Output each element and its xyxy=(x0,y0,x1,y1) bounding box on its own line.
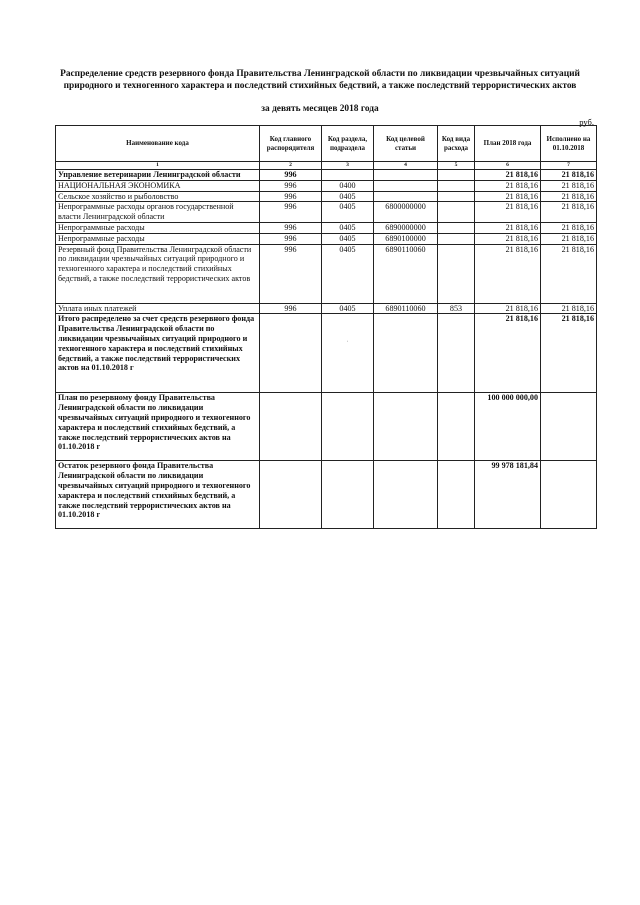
row-target xyxy=(374,191,438,202)
remainder-amount: 99 978 181,84 xyxy=(475,461,541,529)
row-target xyxy=(374,180,438,191)
row-done: 21 818,16 xyxy=(541,191,597,202)
column-number: 7 xyxy=(541,162,597,170)
row-done: 21 818,16 xyxy=(541,222,597,233)
header-plan: План 2018 года xyxy=(475,126,541,162)
row-name: НАЦИОНАЛЬНАЯ ЭКОНОМИКА xyxy=(56,180,260,191)
row-target: 6890110060 xyxy=(374,244,438,303)
row-kvr xyxy=(438,170,475,181)
total-row: Итого распределено за счет средств резервного фонда Правительства Ленинградской области по ликвидации чрезвычайных ситуаций природного и техногенного характера и последствий стихийных бедствий, а также последствий террористических актов на 01.10.2018 г · 21 818,16 21 818,16 xyxy=(56,314,597,393)
plan-row xyxy=(56,393,597,461)
row-plan: 21 818,16 xyxy=(475,233,541,244)
row-name: Непрограммные расходы xyxy=(56,233,260,244)
header-target: Код целевой статьи xyxy=(374,126,438,162)
row-grbs: 996 xyxy=(260,233,322,244)
row-grbs: 996 xyxy=(260,170,322,181)
remainder-label: Остаток резервного фонда Правительства Ленинградской области по ликвидации чрезвычайных ситуаций природного и техногенного характера и последствий стихийных бедствий, а также последствий террористических актов на 01.10.2018 г xyxy=(56,461,260,529)
fund-distribution-table xyxy=(55,125,597,529)
column-number: 2 xyxy=(260,162,322,170)
row-kvr xyxy=(438,202,475,223)
row-grbs: 996 xyxy=(260,303,322,314)
row-plan: 21 818,16 xyxy=(475,170,541,181)
row-kvr xyxy=(438,233,475,244)
table-row xyxy=(56,170,597,181)
row-section: 0405 xyxy=(322,222,374,233)
row-section: 0405 xyxy=(322,244,374,303)
column-number: 1 xyxy=(56,162,260,170)
plan-label: План по резервному фонду Правительства Ленинградской области по ликвидации чрезвычайных ситуаций природного и техногенного характера и последствий стихийных бедствий, а также последствий террористических актов на 01.10.2018 г xyxy=(56,393,260,461)
row-kvr xyxy=(438,244,475,303)
row-done: 21 818,16 xyxy=(541,244,597,303)
row-done: 21 818,16 xyxy=(541,233,597,244)
total-done: 21 818,16 xyxy=(541,314,597,393)
row-kvr xyxy=(438,222,475,233)
row-target xyxy=(374,170,438,181)
row-plan: 21 818,16 xyxy=(475,191,541,202)
row-name: Непрограммные расходы xyxy=(56,222,260,233)
header-name: Наименование кода xyxy=(56,126,260,162)
row-name: Сельское хозяйство и рыболовство xyxy=(56,191,260,202)
row-plan: 21 818,16 xyxy=(475,180,541,191)
remainder-row xyxy=(56,461,597,529)
table-header-row xyxy=(56,126,597,162)
table-row xyxy=(56,180,597,191)
row-grbs: 996 xyxy=(260,191,322,202)
row-grbs: 996 xyxy=(260,202,322,223)
row-done: 21 818,16 xyxy=(541,180,597,191)
row-kvr xyxy=(438,191,475,202)
row-plan: 21 818,16 xyxy=(475,222,541,233)
row-section: 0405 xyxy=(322,191,374,202)
column-number: 3 xyxy=(322,162,374,170)
row-grbs: 996 xyxy=(260,180,322,191)
row-section: 0405 xyxy=(322,233,374,244)
total-label: Итого распределено за счет средств резервного фонда Правительства Ленинградской области по ликвидации чрезвычайных ситуаций природного и техногенного характера и последствий стихийных бедствий, а также последствий террористических актов на 01.10.2018 г xyxy=(56,314,260,393)
row-section: 0405 xyxy=(322,202,374,223)
table-row xyxy=(56,303,597,314)
row-target: 6800000000 xyxy=(374,202,438,223)
row-target: 6890110060 xyxy=(374,303,438,314)
header-kvr: Код вида расхода xyxy=(438,126,475,162)
row-section xyxy=(322,170,374,181)
row-grbs: 996 xyxy=(260,244,322,303)
table-row xyxy=(56,191,597,202)
row-kvr: 853 xyxy=(438,303,475,314)
row-section: 0405 xyxy=(322,303,374,314)
header-grbs: Код главного распорядителя xyxy=(260,126,322,162)
row-grbs: 996 xyxy=(260,222,322,233)
row-plan: 21 818,16 xyxy=(475,244,541,303)
row-name: Управление ветеринарии Ленинградской области xyxy=(56,170,260,181)
report-period: за девять месяцев 2018 года xyxy=(261,104,379,114)
row-section: 0400 xyxy=(322,180,374,191)
table-row xyxy=(56,233,597,244)
header-done: Исполнено на 01.10.2018 xyxy=(541,126,597,162)
table-row xyxy=(56,222,597,233)
row-name: Резервный фонд Правительства Ленинградской области по ликвидации чрезвычайных ситуаций природного и техногенного характера и последствий стихийных бедствий, а также последствий террористических актов xyxy=(56,244,260,303)
row-name: Уплата иных платежей xyxy=(56,303,260,314)
column-number: 5 xyxy=(438,162,475,170)
row-target: 6890000000 xyxy=(374,222,438,233)
row-done: 21 818,16 xyxy=(541,303,597,314)
table-row xyxy=(56,244,597,303)
row-plan: 21 818,16 xyxy=(475,303,541,314)
row-kvr xyxy=(438,180,475,191)
row-done: 21 818,16 xyxy=(541,202,597,223)
plan-amount: 100 000 000,00 xyxy=(475,393,541,461)
report-title: Распределение средств резервного фонда Правительства Ленинградской области по ликвидации чрезвычайных ситуаций природного и техногенного характера и последствий стихийных бедствий, а также последствий террористических актов xyxy=(60,69,580,91)
column-number-row xyxy=(56,162,597,170)
row-name: Непрограммные расходы органов государственной власти Ленинградской области xyxy=(56,202,260,223)
row-plan: 21 818,16 xyxy=(475,202,541,223)
table-row xyxy=(56,202,597,223)
row-target: 6890100000 xyxy=(374,233,438,244)
column-number: 6 xyxy=(475,162,541,170)
total-plan: 21 818,16 xyxy=(475,314,541,393)
header-section: Код раздела, подраздела xyxy=(322,126,374,162)
row-done: 21 818,16 xyxy=(541,170,597,181)
column-number: 4 xyxy=(374,162,438,170)
currency-unit: руб. xyxy=(579,117,594,127)
